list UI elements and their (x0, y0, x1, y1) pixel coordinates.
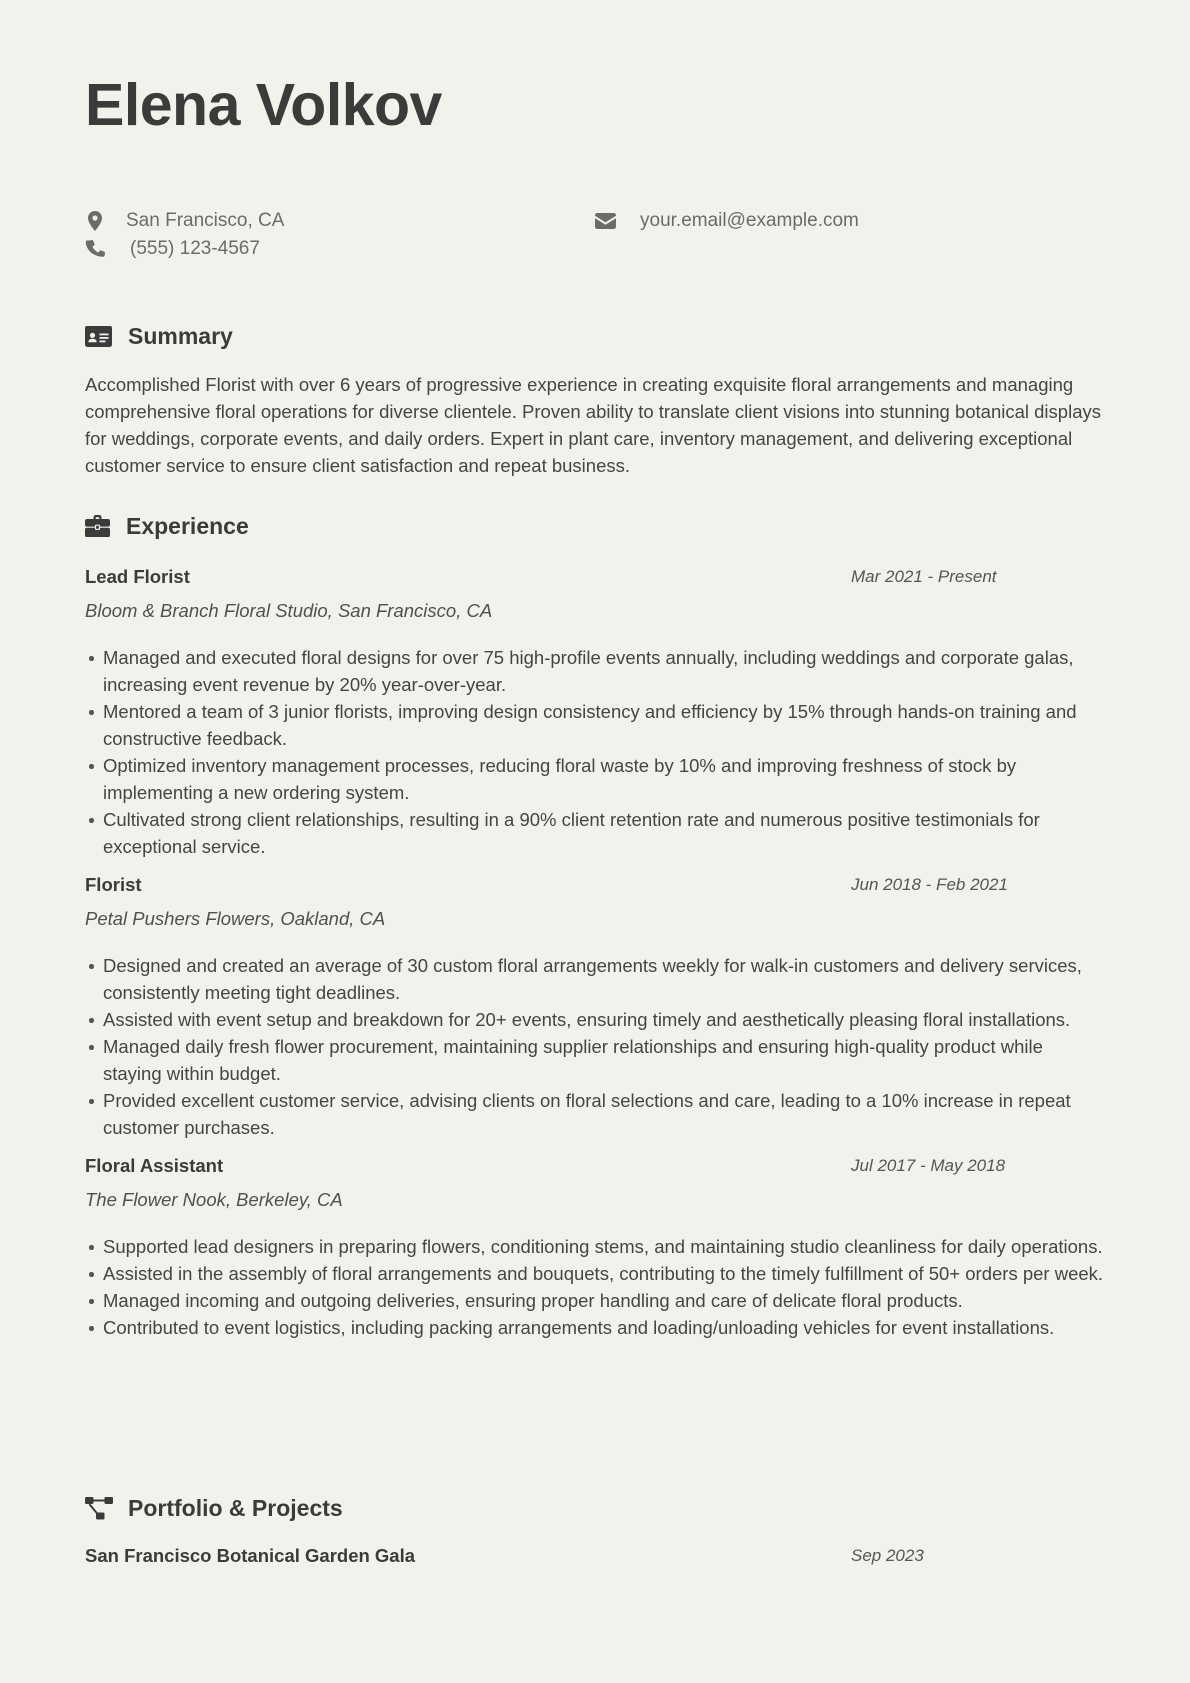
portfolio-heading (85, 1494, 1105, 1522)
experience-heading (85, 512, 1105, 540)
summary-section (85, 322, 1105, 479)
summary-title: Summary (128, 322, 233, 349)
experience-section (85, 512, 1105, 1341)
job-title: Florist (85, 874, 142, 895)
project-title: San Francisco Botanical Garden Gala (85, 1545, 416, 1566)
phone-icon (85, 238, 105, 260)
job-entry (85, 872, 1105, 1141)
bullet-item: Optimized inventory management processes, reducing floral waste by 10% and improving freshness of stock by implementing a new ordering system. (103, 752, 1105, 806)
bullet-item: Assisted in the assembly of floral arrangements and bouquets, contributing to the timely fulfillment of 50+ orders per week. (103, 1260, 1105, 1287)
bullet-item: Mentored a team of 3 junior florists, improving design consistency and efficiency by 15% through hands-on training and constructive feedback. (103, 698, 1105, 752)
bullet-item: Managed incoming and outgoing deliveries, ensuring proper handling and care of delicate floral products. (103, 1287, 1105, 1314)
briefcase-icon (85, 514, 126, 538)
bullet-item: Provided excellent customer service, advising clients on floral selections and care, leading to a 10% increase in repeat customer purchases. (103, 1087, 1105, 1141)
project-dates: Sep 2023 (851, 1546, 924, 1565)
id-card-icon (85, 324, 128, 348)
job-company: The Flower Nook, Berkeley, CA (85, 1189, 343, 1210)
contact-location (85, 210, 284, 232)
contact-email (594, 210, 859, 232)
portfolio-title: Portfolio & Projects (128, 1494, 343, 1521)
job-bullets (85, 952, 1105, 1141)
job-title: Floral Assistant (85, 1155, 224, 1176)
location-text: San Francisco, CA (126, 210, 285, 231)
email-link[interactable]: your.email@example.com (640, 210, 859, 231)
bullet-item: Cultivated strong client relationships, resulting in a 90% client retention rate and numerous positive testimonials for exceptional service. (103, 806, 1105, 860)
contact-phone (85, 238, 260, 260)
job-company: Bloom & Branch Floral Studio, San Francisco, CA (85, 600, 493, 621)
candidate-name: Elena Volkov (85, 72, 442, 138)
bullet-item: Managed daily fresh flower procurement, maintaining supplier relationships and ensuring high-quality product while staying within budget. (103, 1033, 1105, 1087)
job-dates: Jun 2018 - Feb 2021 (851, 875, 1008, 894)
job-dates: Mar 2021 - Present (851, 567, 997, 586)
job-bullets (85, 1233, 1105, 1341)
envelope-icon (594, 210, 616, 232)
project-diagram-icon (85, 1496, 128, 1520)
bullet-item: Designed and created an average of 30 custom floral arrangements weekly for walk-in customers and delivery services, consistently meeting tight deadlines. (103, 952, 1105, 1006)
experience-title: Experience (126, 512, 249, 539)
summary-heading (85, 322, 1105, 350)
phone-text: (555) 123-4567 (130, 238, 260, 259)
bullet-item: Managed and executed floral designs for over 75 high-profile events annually, including weddings and corporate galas, increasing event revenue by 20% year-over-year. (103, 644, 1105, 698)
job-entry (85, 564, 1105, 860)
bullet-item: Supported lead designers in preparing flowers, conditioning stems, and maintaining studio cleanliness for daily operations. (103, 1233, 1105, 1260)
bullet-item: Assisted with event setup and breakdown for 20+ events, ensuring timely and aesthetically pleasing floral installations. (103, 1006, 1105, 1033)
job-dates: Jul 2017 - May 2018 (851, 1156, 1006, 1175)
summary-text: Accomplished Florist with over 6 years of progressive experience in creating exquisite floral arrangements and managing comprehensive floral operations for diverse clientele. Proven ability to translate client visions into stunning botanical displays for weddings, corporate events, and daily orders. Expert in plant care, inventory management, and delivering exceptional customer service to ensure client satisfaction and repeat business. (85, 374, 1101, 476)
bullet-item: Contributed to event logistics, including packing arrangements and loading/unloading vehicles for event installations. (103, 1314, 1105, 1341)
job-company: Petal Pushers Flowers, Oakland, CA (85, 908, 386, 929)
job-entry (85, 1153, 1105, 1341)
portfolio-section (85, 1494, 1105, 1569)
map-marker-icon (85, 210, 105, 232)
project-entry (85, 1543, 1105, 1569)
job-title: Lead Florist (85, 566, 190, 587)
job-bullets (85, 644, 1105, 860)
